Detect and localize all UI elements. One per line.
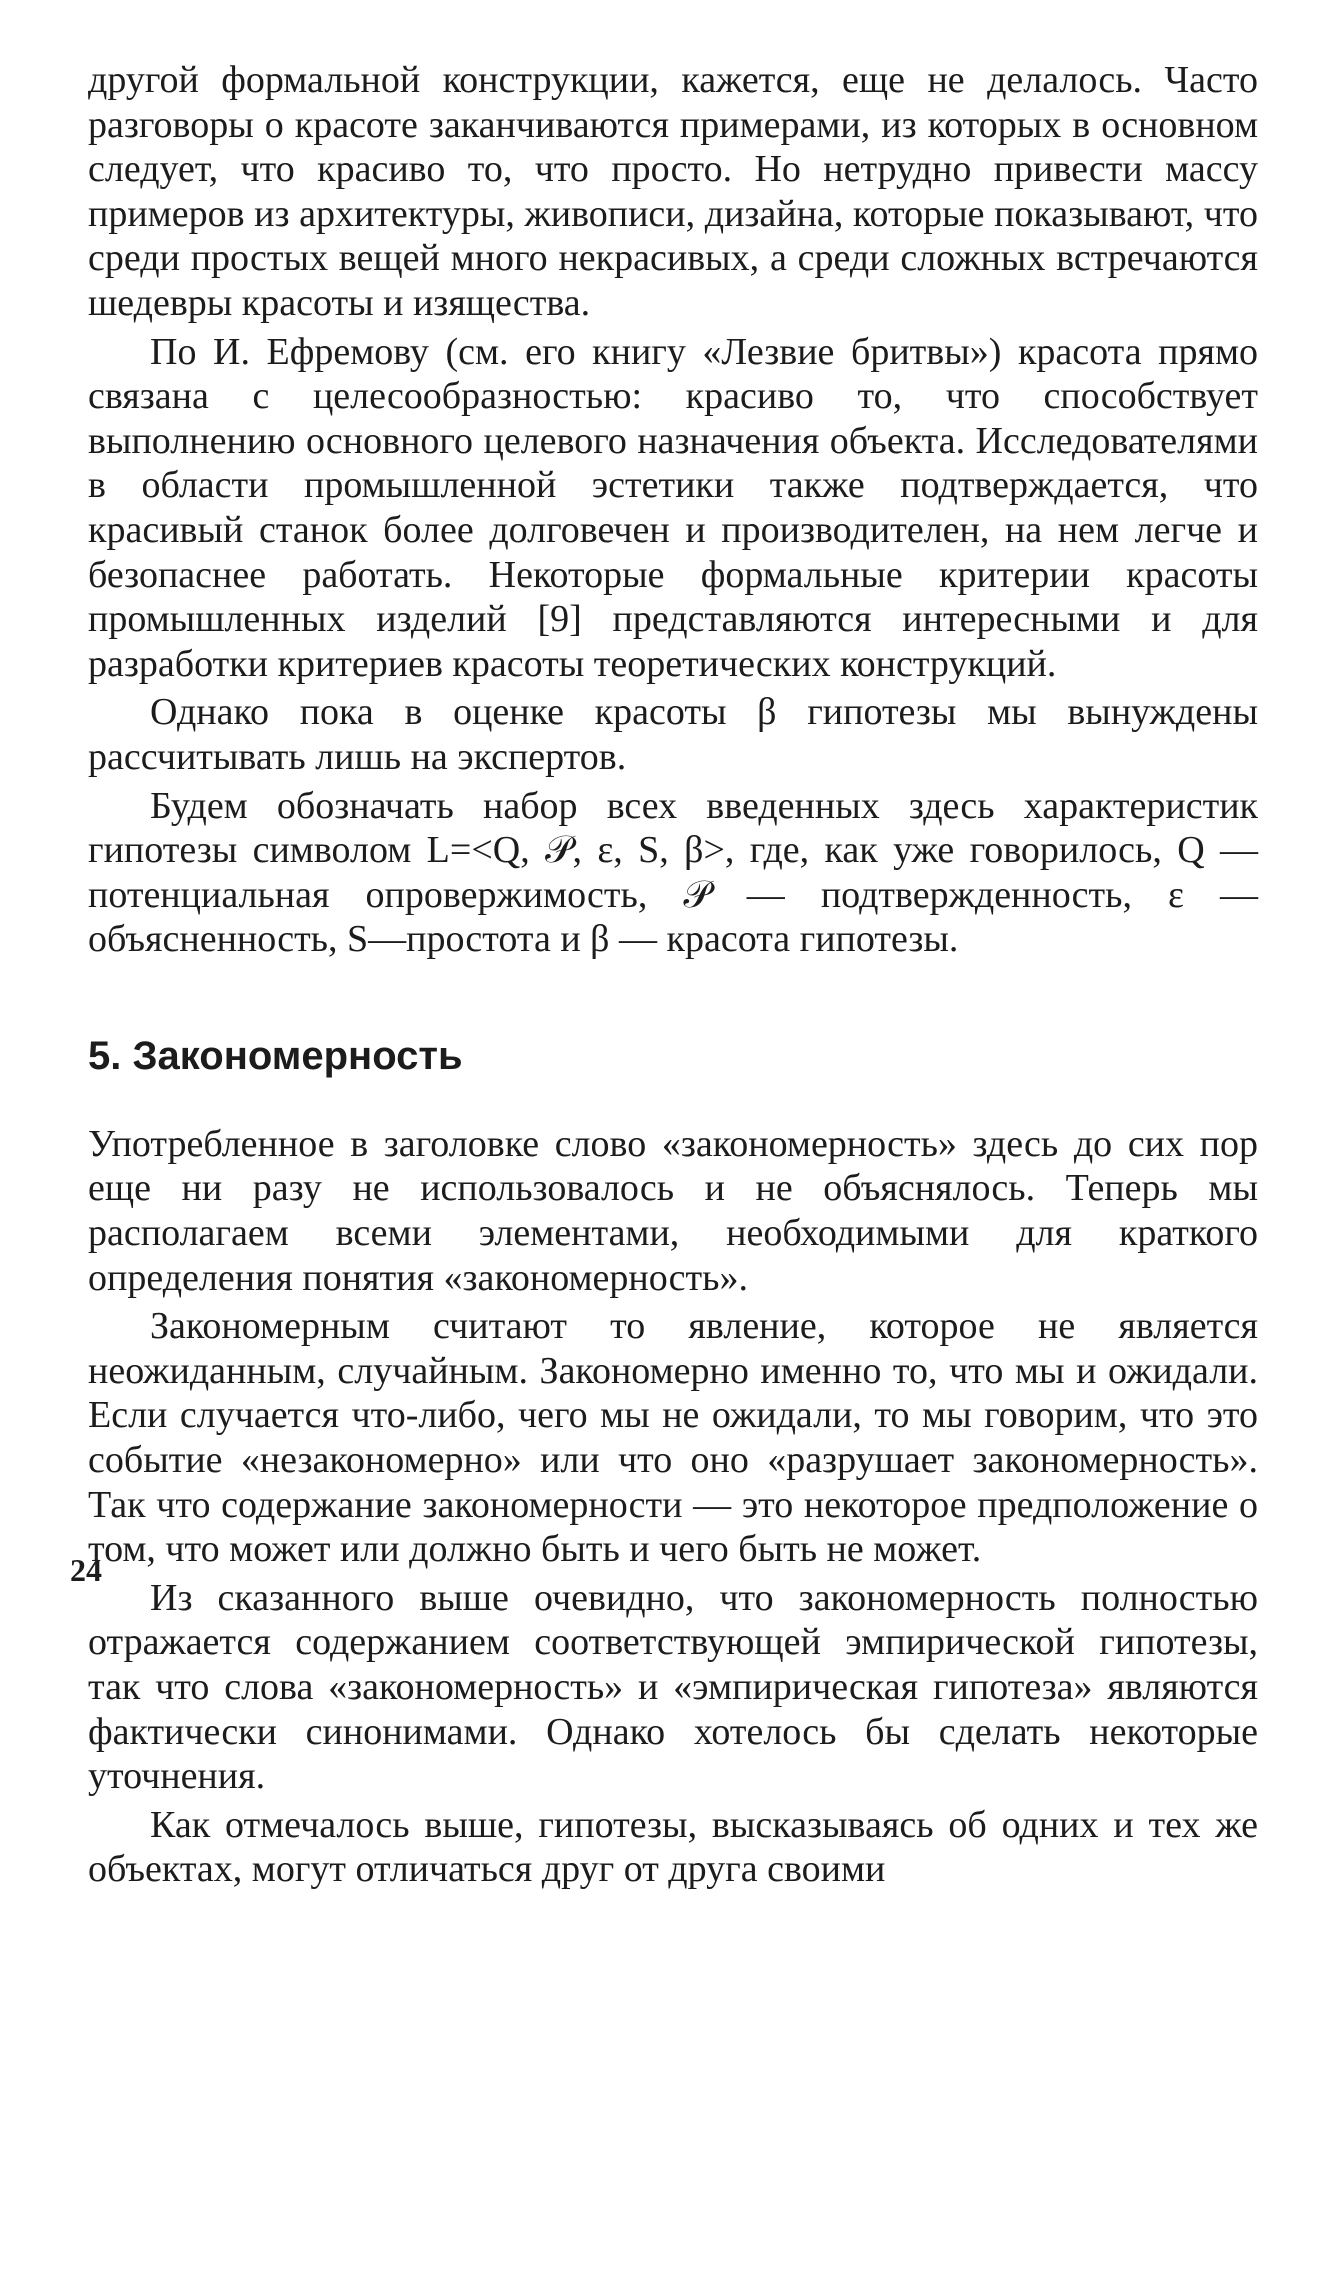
page-number: 24 <box>70 1552 102 1588</box>
paragraph-2: По И. Ефремову (см. его книгу «Лезвие бритвы») красота прямо связана с целесообразностью: красиво то, что способствует выполнению основного целевого назначения объекта. Исследователями в области промышленной эстетики также подтверждается, что красивый станок более долговечен и производителен, на нем легче и безопаснее работать. Некоторые формальные критерии красоты промышленных изделий [9] представляются интересными и для разработки критериев красоты теоретических конструкций. <box>88 330 1258 685</box>
paragraph-3: Однако пока в оценке красоты β гипотезы мы вынуждены рассчитывать лишь на экспертов. <box>88 691 1258 778</box>
paragraph-1: другой формальной конструкции, кажется, еще не делалось. Часто разговоры о красоте заканчиваются примерами, из которых в основном следует, что красиво то, что просто. Но нетрудно привести массу примеров из архитектуры, живописи, дизайна, которые показывают, что среди простых вещей много некрасивых, а среди сложных встречаются шедевры красоты и изящества. <box>88 59 1258 324</box>
section-heading: 5. Закономерность <box>88 1033 463 1078</box>
paragraph-7: Из сказанного выше очевидно, что закономерность полностью отражается содержанием соответствующей эмпирической гипотезы, так что слова «закономерность» и «эмпирическая гипотеза» являются фактически синонимами. Однако хотелось бы сделать некоторые уточнения. <box>88 1576 1258 1798</box>
paragraph-5: Употребленное в заголовке слово «закономерность» здесь до сих пор еще ни разу не использовалось и не объяснялось. Теперь мы располагаем всеми элементами, необходимыми для краткого определения понятия «закономерность». <box>88 1122 1258 1299</box>
page-body <box>88 58 1258 1892</box>
paragraph-8: Как отмечалось выше, гипотезы, высказываясь об одних и тех же объектах, могут отличаться друг от друга своими <box>88 1803 1258 1891</box>
paragraph-4: Будем обозначать набор всех введенных здесь характеристик гипотезы символом L=<Q, 𝒫, ε, S, β>, где, как уже говорилось, Q — потенциальная опровержимость, 𝒫 — подтвержденность, ε — объясненность, S—простота и β — красота гипотезы. <box>88 784 1258 961</box>
paragraph-6: Закономерным считают то явление, которое не является неожиданным, случайным. Закономерно именно то, что мы и ожидали. Если случается что-либо, чего мы не ожидали, то мы говорим, что это событие «незакономерно» или что оно «разрушает закономерность». Так что содержание закономерности — это некоторое предположение о том, что может или должно быть и чего быть не может. <box>88 1305 1258 1571</box>
